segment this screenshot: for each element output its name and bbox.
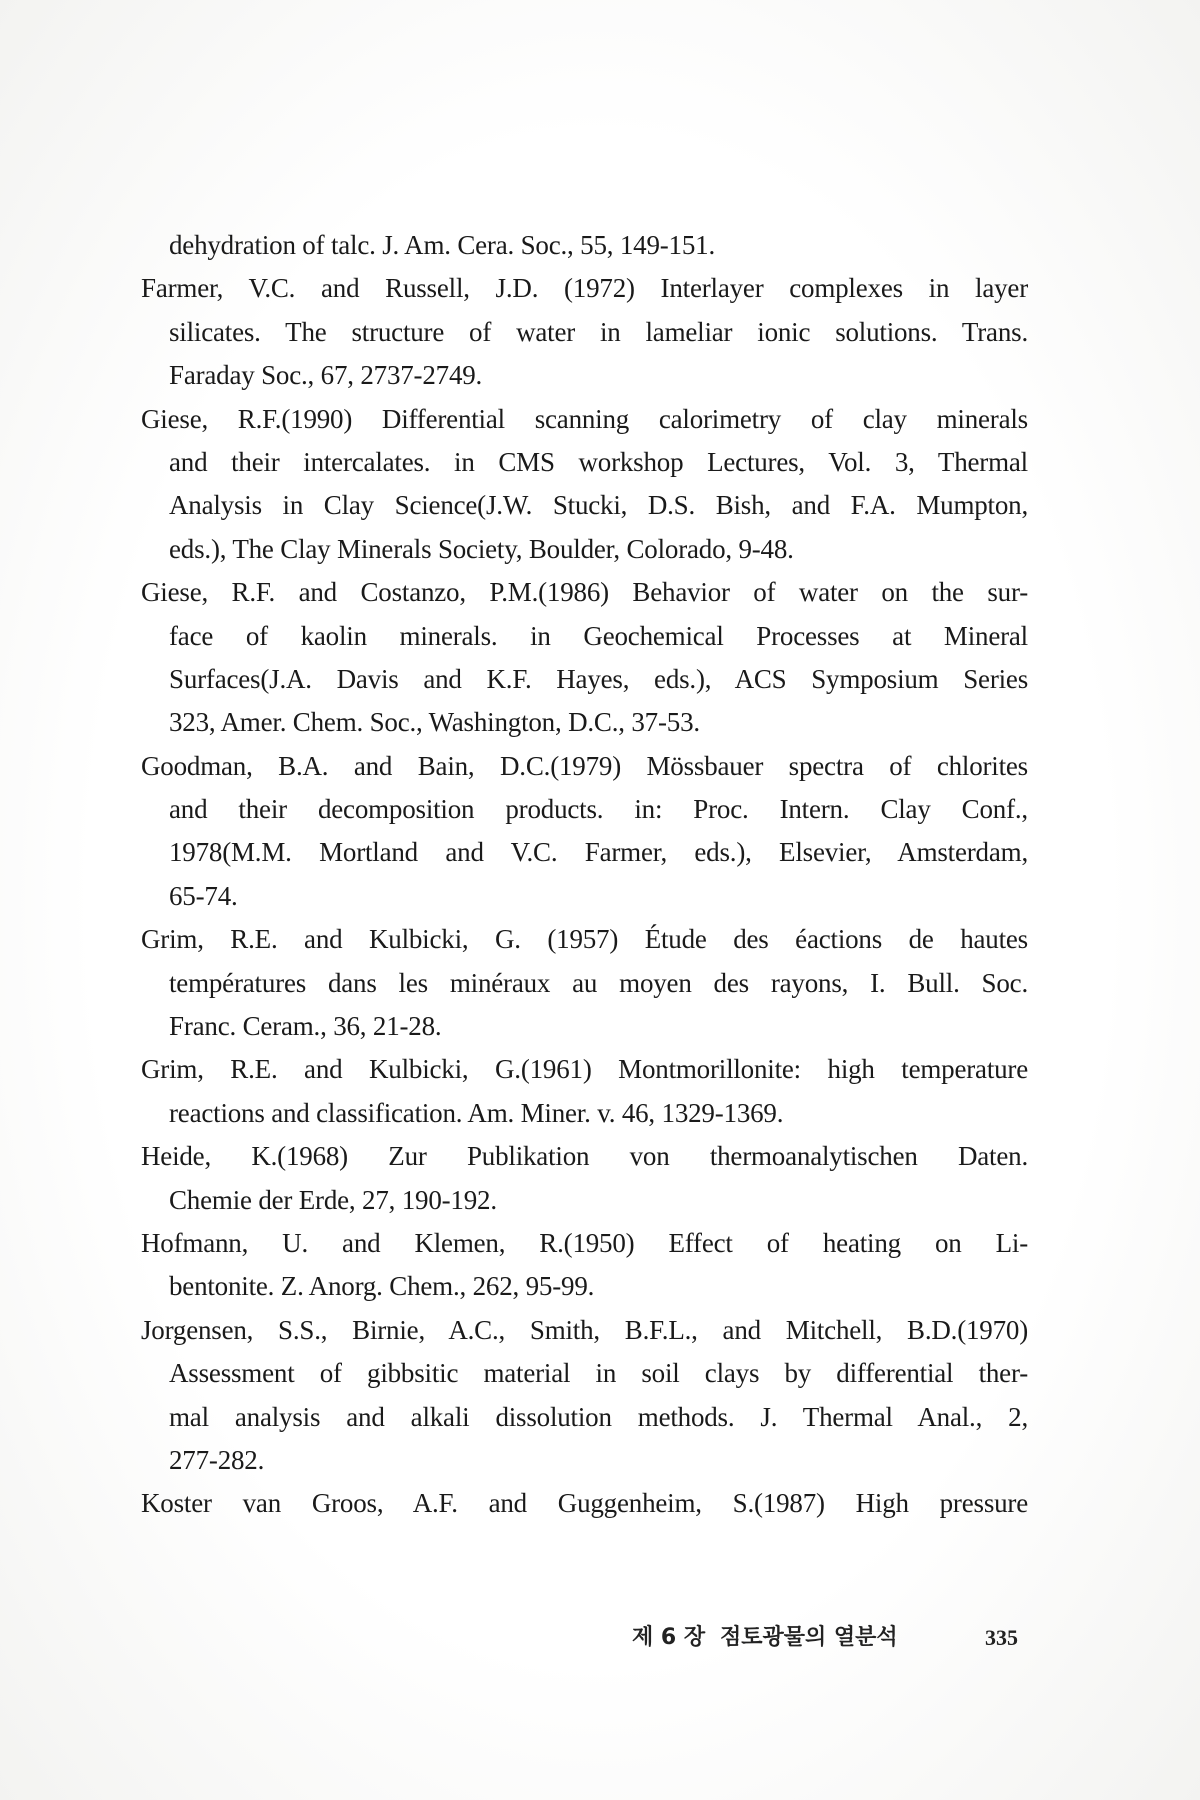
reference-line: Analysis in Clay Science(J.W. Stucki, D.S. Bish, and F.A. Mumpton, — [169, 490, 1028, 521]
reference-line: silicates. The structure of water in lameliar ionic solutions. Trans. — [169, 316, 1028, 347]
reference-line: bentonite. Z. Anorg. Chem., 262, 95-99. — [169, 1271, 595, 1302]
reference-line: Grim, R.E. and Kulbicki, G.(1961) Montmorillonite: high temperature — [141, 1054, 1028, 1085]
reference-line: 1978(M.M. Mortland and V.C. Farmer, eds.), Elsevier, Amsterdam, — [169, 837, 1028, 868]
reference-entry — [141, 1482, 1028, 1525]
reference-line: Franc. Ceram., 36, 21-28. — [169, 1011, 442, 1042]
page-number: 335 — [985, 1625, 1018, 1650]
reference-line: reactions and classification. Am. Miner. v. 46, 1329-1369. — [169, 1097, 784, 1128]
reference-line: Farmer, V.C. and Russell, J.D. (1972) Interlayer complexes in layer — [141, 273, 1028, 304]
reference-line: Hofmann, U. and Klemen, R.(1950) Effect of heating on Li- — [141, 1227, 1028, 1258]
reference-line: and their intercalates. in CMS workshop Lectures, Vol. 3, Thermal — [169, 446, 1028, 477]
reference-entry — [141, 1222, 1028, 1309]
reference-entry — [141, 1135, 1028, 1222]
reference-entry — [141, 918, 1028, 1048]
reference-line: mal analysis and alkali dissolution methods. J. Thermal Anal., 2, — [169, 1401, 1028, 1432]
reference-line: and their decomposition products. in: Proc. Intern. Clay Conf., — [169, 794, 1028, 825]
reference-line: Chemie der Erde, 27, 190-192. — [169, 1184, 497, 1215]
reference-line: Faraday Soc., 67, 2737-2749. — [169, 360, 483, 391]
reference-line: Giese, R.F.(1990) Differential scanning calorimetry of clay minerals — [141, 403, 1028, 434]
reference-entry — [141, 398, 1028, 572]
reference-line: Grim, R.E. and Kulbicki, G. (1957) Étude des éactions de hautes — [141, 924, 1028, 955]
reference-entry — [141, 1309, 1028, 1483]
reference-entry — [141, 267, 1028, 397]
reference-entry — [141, 571, 1028, 745]
reference-line: Surfaces(J.A. Davis and K.F. Hayes, eds.), ACS Symposium Series — [169, 663, 1028, 694]
reference-line: 323, Amer. Chem. Soc., Washington, D.C., 37-53. — [169, 707, 700, 738]
reference-line: Heide, K.(1968) Zur Publikation von thermoanalytischen Daten. — [141, 1141, 1028, 1172]
reference-entry — [141, 224, 1028, 267]
reference-entry — [141, 1048, 1028, 1135]
reference-line: Giese, R.F. and Costanzo, P.M.(1986) Behavior of water on the sur- — [141, 577, 1028, 608]
reference-line: dehydration of talc. J. Am. Cera. Soc., 55, 149-151. — [169, 230, 716, 260]
chapter-label: 제 6 장 — [632, 1625, 706, 1650]
reference-line: face of kaolin minerals. in Geochemical Processes at Mineral — [169, 620, 1028, 651]
reference-line: Koster van Groos, A.F. and Guggenheim, S.(1987) High pressure — [141, 1488, 1028, 1519]
reference-line: 65-74. — [169, 880, 238, 911]
page-footer — [632, 1618, 1018, 1658]
reference-line: 277-282. — [169, 1444, 265, 1475]
reference-list — [141, 224, 1028, 1526]
reference-entry — [141, 745, 1028, 919]
reference-line: Goodman, B.A. and Bain, D.C.(1979) Mössbauer spectra of chlorites — [141, 750, 1028, 781]
reference-line: eds.), The Clay Minerals Society, Boulder, Colorado, 9-48. — [169, 533, 794, 564]
reference-line: températures dans les minéraux au moyen des rayons, I. Bull. Soc. — [169, 967, 1028, 998]
reference-line: Assessment of gibbsitic material in soil clays by differential ther- — [169, 1358, 1028, 1389]
chapter-title: 점토광물의 열분석 — [720, 1625, 898, 1650]
reference-line: Jorgensen, S.S., Birnie, A.C., Smith, B.F.L., and Mitchell, B.D.(1970) — [141, 1314, 1028, 1345]
